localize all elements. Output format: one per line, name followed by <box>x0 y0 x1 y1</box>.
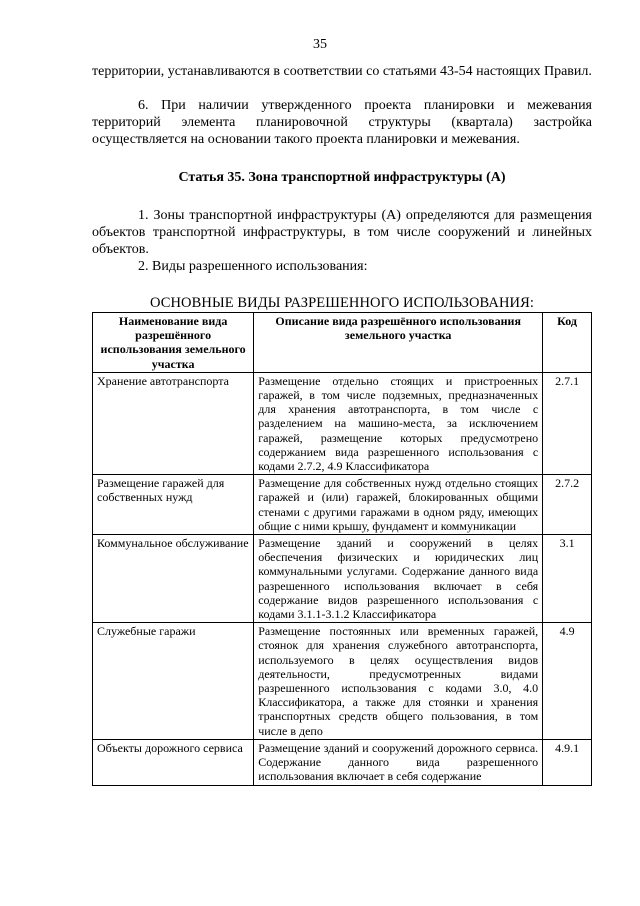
row-description: Размещение постоянных или временных гаражей, стоянок для хранения служебного автотранспорта, используемого в целях осуществления видов деятельности, предусмотренных видами разрешенного использования с кодами 3.0, 4.0 Классификатора, а также для стоянки и хранения транспортных средств общего пользования, в том числе в депо <box>254 623 543 740</box>
page-number: 35 <box>313 37 327 52</box>
intro-paragraph-continuation: территории, устанавливаются в соответствии со статьями 43-54 настоящих Правил. <box>92 64 592 79</box>
header-name: Наименование вида разрешённого использования земельного участка <box>93 313 254 373</box>
row-code: 3.1 <box>543 535 592 623</box>
table-row <box>93 739 592 785</box>
row-code: 2.7.2 <box>543 475 592 535</box>
row-name: Хранение автотранспорта <box>93 372 254 474</box>
row-description: Размещение отдельно стоящих и пристроенных гаражей, в том числе подземных, предназначенных для хранения автотранспорта, в том числе с разделением на машино-места, за исключением гаражей, размещение которых предусмотрено содержанием вида разрешенного использования с кодами 2.7.2, 4.9 Классификатора <box>254 372 543 474</box>
row-name: Объекты дорожного сервиса <box>93 739 254 785</box>
intro-paragraph-6: 6. При наличии утвержденного проекта планировки и межевания территорий элемента планировочной структуры (квартала) застройка осуществляется на основании такого проекта планировки и межевания. <box>92 98 592 147</box>
article-paragraph-2: 2. Виды разрешенного использования: <box>138 259 368 274</box>
table-row <box>93 475 592 535</box>
article-paragraph-1: 1. Зоны транспортной инфраструктуры (А) определяются для размещения объектов транспортной инфраструктуры, в том числе сооружений и линейных объектов. <box>92 208 592 257</box>
article-heading: Статья 35. Зона транспортной инфраструктуры (А) <box>178 170 506 185</box>
table-row <box>93 623 592 740</box>
header-description: Описание вида разрешённого использования земельного участка <box>254 313 543 373</box>
table-caption: ОСНОВНЫЕ ВИДЫ РАЗРЕШЕННОГО ИСПОЛЬЗОВАНИЯ: <box>149 295 535 311</box>
table-row <box>93 535 592 623</box>
row-description: Размещение для собственных нужд отдельно стоящих гаражей и (или) гаражей, блокированных общими стенами с другими гаражами в одном ряду, имеющих общие с ними крышу, фундамент и коммуникации <box>254 475 543 535</box>
row-description: Размещение зданий и сооружений в целях обеспечения физических и юридических лиц коммунальными услугами. Содержание данного вида разрешенного использования включает в себя содержание видов разрешенного использования с кодами 3.1.1-3.1.2 Классификатора <box>254 535 543 623</box>
row-name: Размещение гаражей для собственных нужд <box>93 475 254 535</box>
row-name: Коммунальное обслуживание <box>93 535 254 623</box>
table-row <box>93 372 592 474</box>
row-name: Служебные гаражи <box>93 623 254 740</box>
table-header-row <box>93 313 592 373</box>
header-code: Код <box>543 313 592 373</box>
row-code: 4.9 <box>543 623 592 740</box>
row-description: Размещение зданий и сооружений дорожного сервиса. Содержание данного вида разрешенного использования включает в себя содержание <box>254 739 543 785</box>
permitted-uses-table <box>92 312 592 786</box>
row-code: 2.7.1 <box>543 372 592 474</box>
row-code: 4.9.1 <box>543 739 592 785</box>
